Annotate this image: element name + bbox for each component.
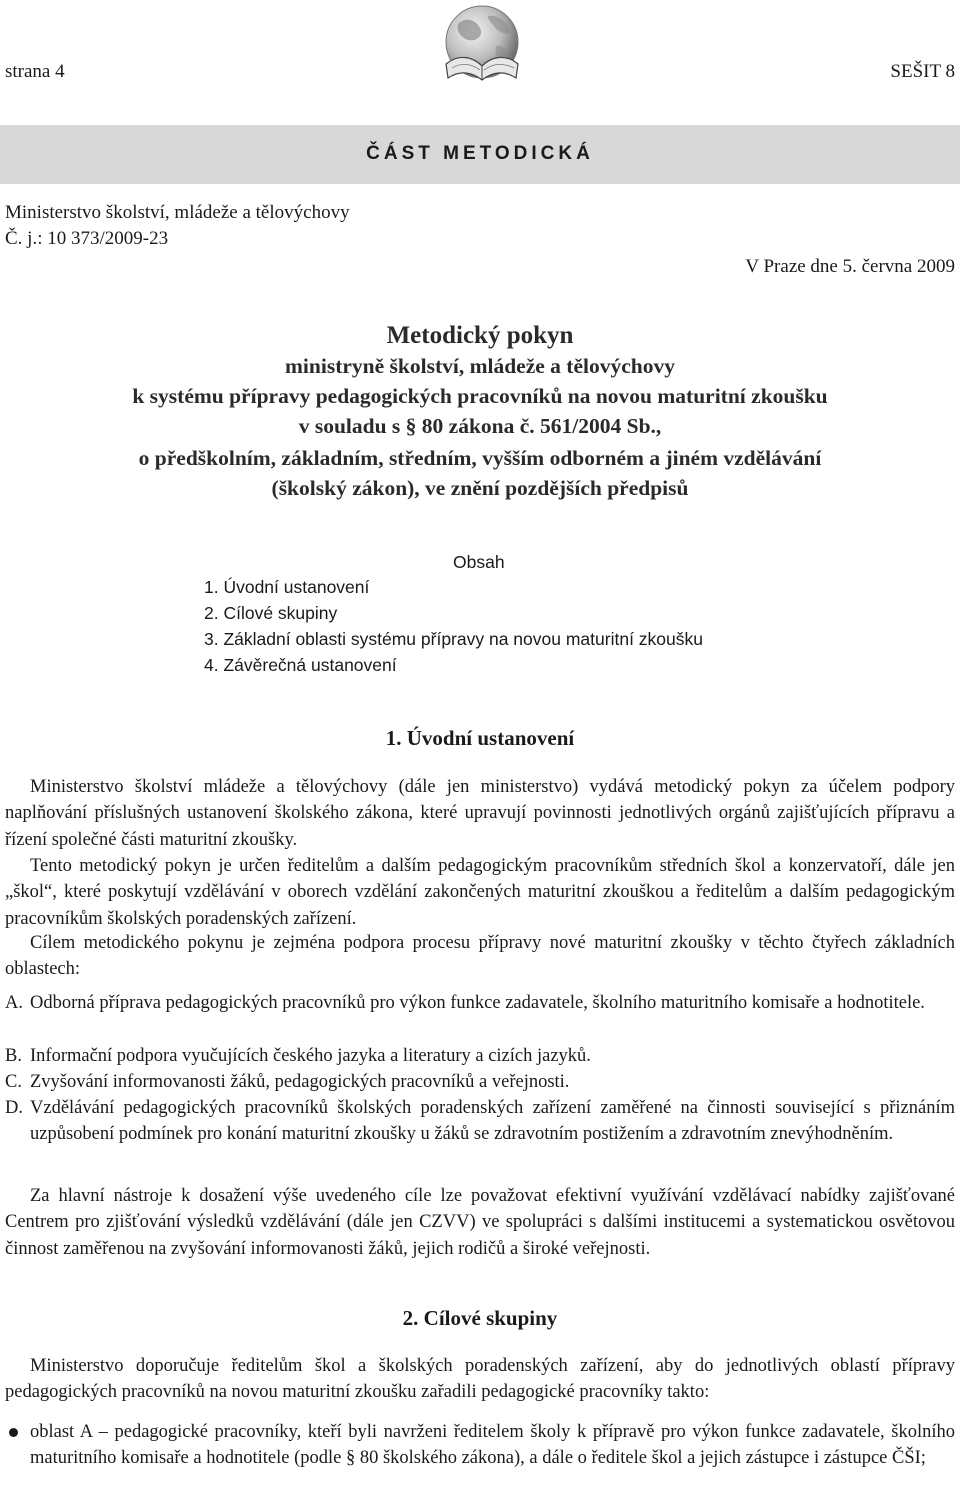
reference-number: Č. j.: 10 373/2009-23: [5, 228, 169, 249]
toc-heading: Obsah: [453, 552, 505, 572]
globe-book-logo: [436, 2, 526, 94]
title-line-5: o předškolním, základním, středním, vyšším odborném a jiném vzdělávání: [138, 446, 822, 470]
section-1-paragraph-3: Cílem metodického pokynu je zejména podpora procesu přípravy nové maturitní zkoušky v těchto čtyřech základních oblastech:: [5, 933, 955, 980]
list-item-text: Vzdělávání pedagogických pracovníků školských poradenských zařízení zaměřené na činnosti související s přiznáním uzpůsobení podmínek pro konání maturitní zkoušky u žáků se zdravotním postižením a zdravotním znevýhodněním.: [30, 1098, 955, 1145]
title-line-2: ministryně školství, mládeže a tělovýchovy: [285, 354, 675, 378]
list-item-text: Informační podpora vyučujících českého jazyka a literatury a cizích jazyků.: [30, 1046, 591, 1066]
section-band-title: ČÁST METODICKÁ: [366, 143, 594, 164]
section-2-paragraph-1: Ministerstvo doporučuje ředitelům škol a školských poradenských zařízení, aby do jednotlivých oblastí přípravy pedagogických pracovníků na novou maturitní zkoušku zařadili pedagogické pracovníky takto:: [5, 1356, 955, 1403]
title-line-3: k systému přípravy pedagogických pracovníků na novou maturitní zkoušku: [132, 384, 828, 408]
ministry-name: Ministerstvo školství, mládeže a tělovýchovy: [5, 202, 350, 223]
toc-item: 2. Cílové skupiny: [204, 603, 338, 623]
issue-label: SEŠIT 8: [890, 61, 955, 82]
toc-item: 4. Závěrečná ustanovení: [204, 655, 397, 675]
bullet-icon: [9, 1428, 18, 1437]
page-number: strana 4: [5, 61, 65, 82]
section-1-paragraph-4: Za hlavní nástroje k dosažení výše uvedeného cíle lze považovat efektivní využívání vzdělávací nabídky zajišťované Centrem pro zjišťování výsledků vzdělávání (dále jen CZVV) ve spolupráci s dalšími institucemi a systematickou osvětovou činnost zaměřenou na zvyšování informovanosti žáků, jejich rodičů a široké veřejnosti.: [5, 1186, 955, 1259]
title-line-6: (školský zákon), ve znění pozdějších předpisů: [271, 476, 689, 500]
toc-item: 3. Základní oblasti systému přípravy na novou maturitní zkoušku: [204, 629, 703, 649]
section-2-heading: 2. Cílové skupiny: [402, 1306, 558, 1330]
section-1-paragraph-2: Tento metodický pokyn je určen ředitelům a dalším pedagogickým pracovníkům středních škol a konzervatoří, dále jen „škol“, které poskytují vzdělávání v oborech vzdělání zakončených maturitní zkouškou a ředitelům a dalším pedagogickým pracovníkům školských poradenských zařízení.: [5, 856, 955, 929]
list-item-d: [5, 1095, 955, 1148]
toc-item: 1. Úvodní ustanovení: [204, 577, 370, 597]
list-item-label: A.: [5, 993, 23, 1013]
list-item-label: C.: [5, 1072, 22, 1092]
document-date: V Praze dne 5. června 2009: [745, 256, 955, 277]
title-line-4: v souladu s § 80 zákona č. 561/2004 Sb.,: [298, 414, 662, 438]
list-item-text: Zvyšování informovanosti žáků, pedagogických pracovníků a veřejnosti.: [30, 1072, 570, 1092]
list-item-c: [5, 1069, 955, 1095]
list-item-label: D.: [5, 1098, 23, 1118]
bullet-item-text: oblast A – pedagogické pracovníky, kteří byli navrženi ředitelem školy k přípravě pro výkon funkce zadavatele, školního maturitního komisaře a hodnotitele (podle § 80 školského zákona), a dále o ředitele škol a jejich zástupce i zástupce ČŠI;: [30, 1422, 955, 1469]
bullet-item: [5, 1419, 955, 1472]
section-1-heading: 1. Úvodní ustanovení: [385, 726, 575, 750]
document-title: Metodický pokyn: [386, 322, 574, 349]
list-item-label: B.: [5, 1046, 22, 1066]
list-item-a: [5, 990, 955, 1016]
section-1-paragraph-1: Ministerstvo školství mládeže a tělovýchovy (dále jen ministerstvo) vydává metodický pokyn za účelem podpory naplňování příslušných ustanovení školského zákona, které upravují povinnosti jednotlivých orgánů zajišťujících přípravu a řízení společné části maturitní zkoušky.: [5, 777, 955, 850]
list-item-b: [5, 1043, 955, 1069]
list-item-text: Odborná příprava pedagogických pracovníků pro výkon funkce zadavatele, školního maturitního komisaře a hodnotitele.: [30, 993, 925, 1013]
